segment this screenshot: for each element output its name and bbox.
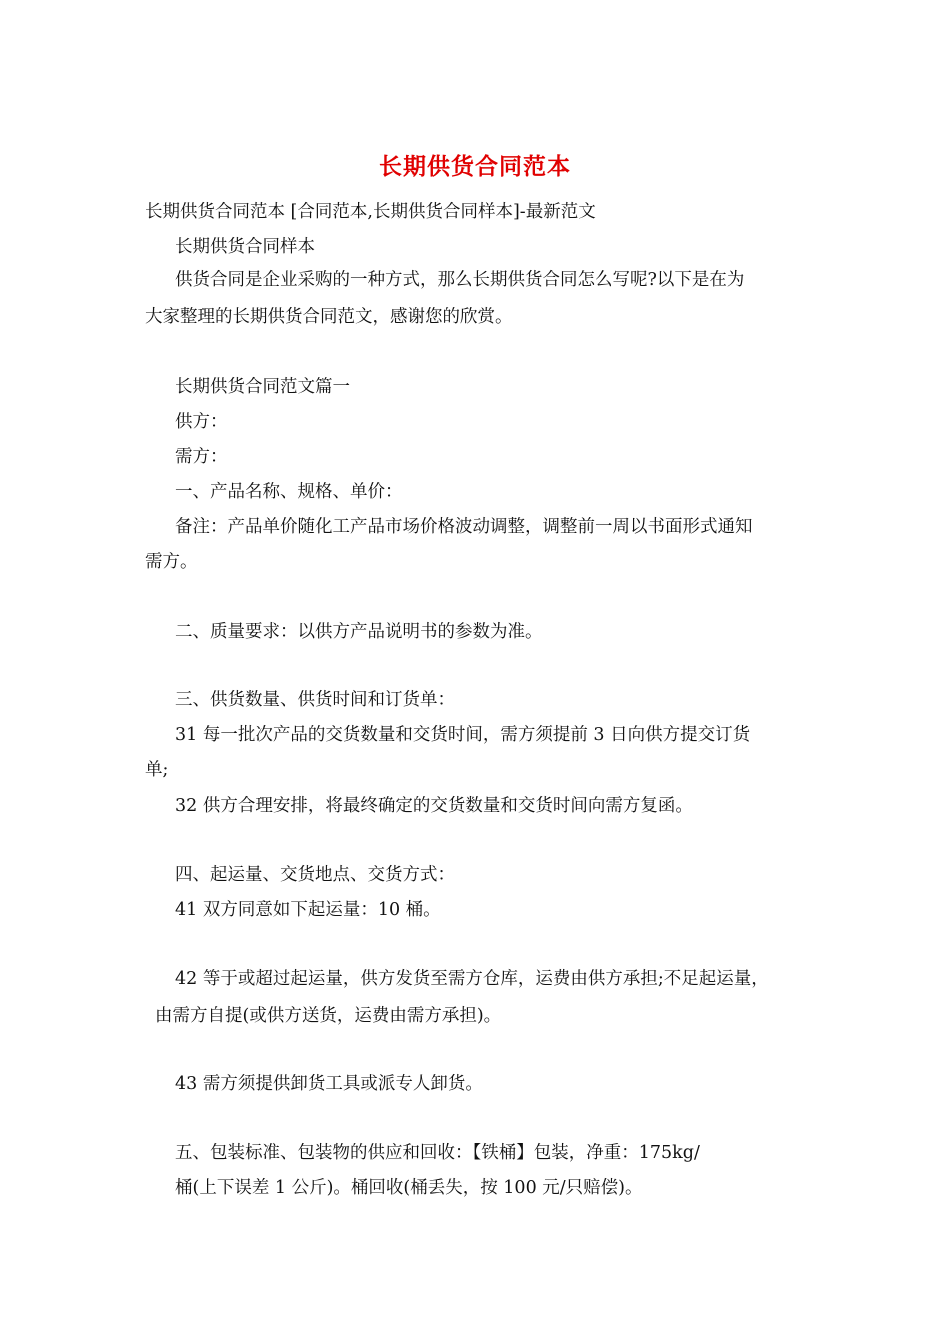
paragraph-line: 大家整理的长期供货合同范文，感谢您的欣赏。 — [145, 307, 513, 327]
paragraph-line: 42 等于或超过起运量，供方发货至需方仓库，运费由供方承担;不足起运量， — [175, 969, 769, 989]
paragraph-line: 由需方自提(或供方送货，运费由需方承担)。 — [155, 1006, 502, 1026]
paragraph-line: 五、包装标准、包装物的供应和回收：【铁桶】包装，净重：175kg/ — [175, 1143, 700, 1163]
paragraph-line: 单; — [145, 760, 169, 780]
paragraph-line: 43 需方须提供卸货工具或派专人卸货。 — [175, 1074, 483, 1094]
paragraph-line: 三、供货数量、供货时间和订货单： — [175, 690, 455, 710]
subtitle-line: 长期供货合同范本 [合同范本,长期供货合同样本]-最新范文 — [145, 202, 596, 222]
paragraph-line: 二、质量要求：以供方产品说明书的参数为准。 — [175, 622, 543, 642]
paragraph-line: 需方。 — [145, 552, 198, 572]
paragraph-line: 备注：产品单价随化工产品市场价格波动调整，调整前一周以书面形式通知 — [175, 517, 753, 537]
paragraph-line: 41 双方同意如下起运量：10 桶。 — [175, 900, 441, 920]
paragraph-line: 供货合同是企业采购的一种方式，那么长期供货合同怎么写呢?以下是在为 — [175, 270, 745, 290]
paragraph-line: 长期供货合同样本 — [175, 237, 315, 257]
paragraph-line: 需方： — [175, 447, 228, 467]
paragraph-line: 31 每一批次产品的交货数量和交货时间，需方须提前 3 日向供方提交订货 — [175, 725, 751, 745]
document-title: 长期供货合同范本 — [379, 153, 571, 180]
paragraph-line: 四、起运量、交货地点、交货方式： — [175, 865, 455, 885]
paragraph-line: 供方： — [175, 412, 228, 432]
paragraph-line: 一、产品名称、规格、单价： — [175, 482, 403, 502]
section-heading: 长期供货合同范文篇一 — [175, 377, 350, 397]
paragraph-line: 32 供方合理安排，将最终确定的交货数量和交货时间向需方复函。 — [175, 796, 693, 816]
paragraph-line: 桶(上下误差 1 公斤)。桶回收(桶丢失，按 100 元/只赔偿)。 — [175, 1178, 643, 1198]
